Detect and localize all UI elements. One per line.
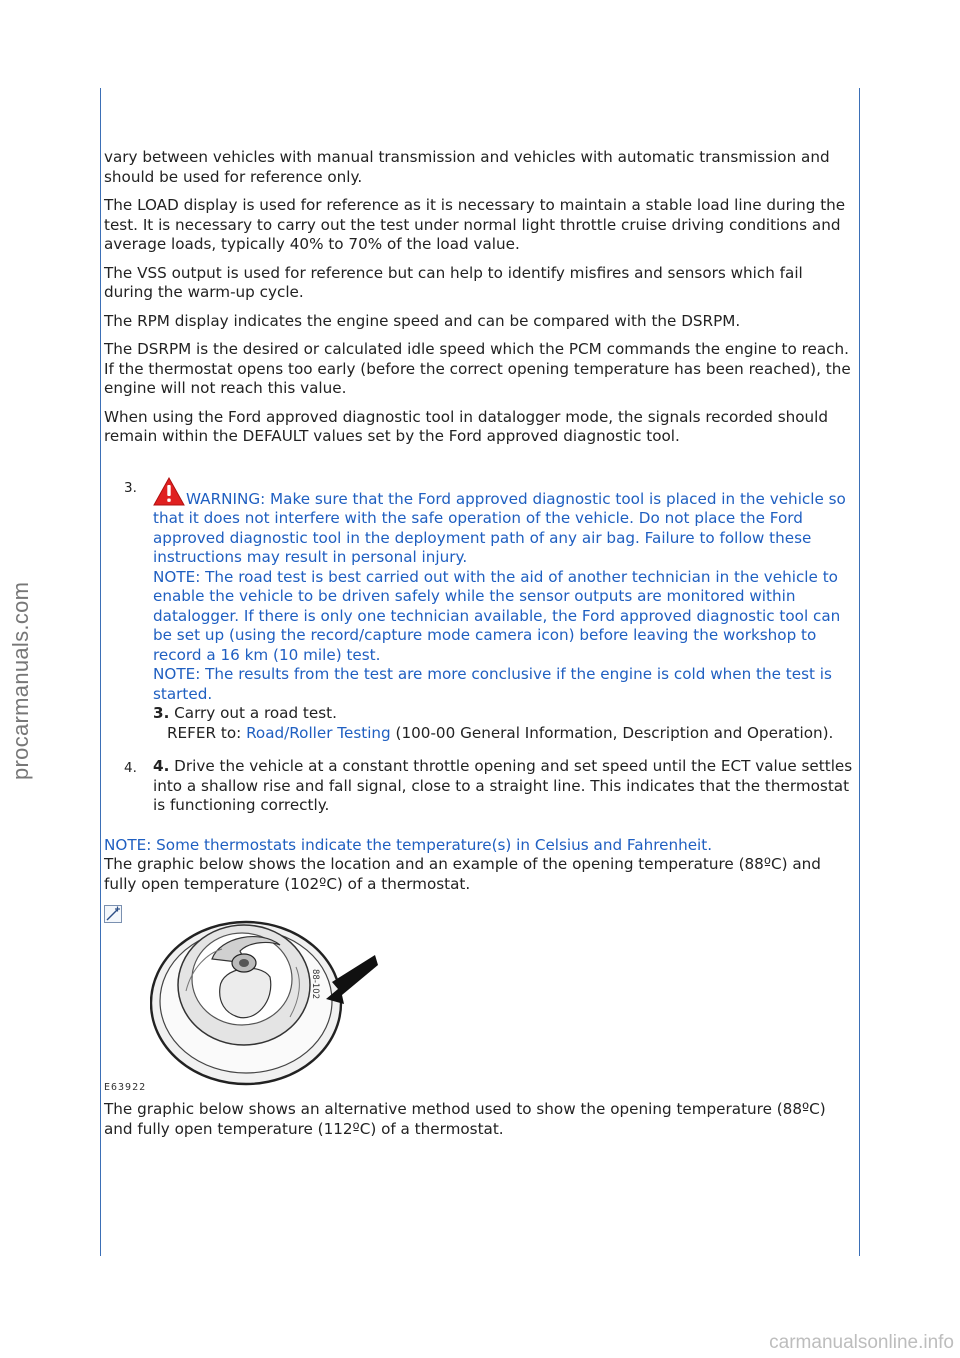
step-bold-number: 3.	[153, 704, 170, 722]
step-bold-number: 4.	[153, 757, 170, 775]
paragraph-dsrpm: The DSRPM is the desired or calculated idle speed which the PCM commands the engine to reach. If the thermostat opens too early (before the correct opening temperature has been reached), the engine will not reach this value.	[104, 340, 851, 397]
warning-text	[153, 477, 856, 568]
refer-suffix: (100-00 General Information, Description and Operation).	[390, 723, 834, 742]
figure-id: E63922	[104, 1082, 147, 1093]
document-body	[104, 148, 856, 1148]
step-4-text	[153, 757, 856, 816]
note-road-test: NOTE: The road test is best carried out with the aid of another technician in the vehicle to enable the vehicle to be driven safely while the sensor outputs are monitored within datalogger. If there is only one technician available, the Ford approved diagnostic tool can be set up (using the record/capture mode camera icon) before leaving the workshop to record a 16 km (10 mile) test.	[153, 567, 841, 664]
graphic-description-2: The graphic below shows an alternative method used to show the opening temperature (88ºC) and fully open temperature (112ºC) of a thermostat.	[104, 1100, 826, 1138]
warning-triangle-icon	[153, 477, 185, 506]
thermostat-figure	[104, 905, 856, 1100]
refer-prefix: REFER to:	[167, 723, 247, 742]
paragraph-datalogger: When using the Ford approved diagnostic tool in datalogger mode, the signals recorded should remain within the DEFAULT values set by the Ford approved diagnostic tool.	[104, 407, 829, 445]
step-4-body: Drive the vehicle at a constant throttle opening and set speed until the ECT value settles into a shallow rise and fall signal, close to a straight line. This indicates that the thermostat is functioning correctly.	[153, 757, 853, 814]
graphic-description-1: The graphic below shows the location and an example of the opening temperature (88ºC) and fully open temperature (102ºC) of a thermostat.	[104, 855, 821, 893]
paragraph-rpm: The RPM display indicates the engine speed and can be compared with the DSRPM.	[104, 311, 741, 330]
paragraph-intro: vary between vehicles with manual transmission and vehicles with automatic transmission and should be used for reference only.	[104, 148, 830, 186]
side-watermark: procarmanuals.com	[8, 581, 33, 780]
paragraph-vss: The VSS output is used for reference but can help to identify misfires and sensors which fail during the warm-up cycle.	[104, 263, 803, 301]
note-cold-engine: NOTE: The results from the test are more conclusive if the engine is cold when the test is started.	[153, 665, 832, 703]
step-3	[104, 477, 856, 744]
step-action-text: Carry out a road test.	[169, 704, 337, 722]
zoom-image-icon[interactable]	[104, 905, 122, 923]
paragraph-load: The LOAD display is used for reference as it is necessary to maintain a stable load line during the test. It is necessary to carry out the test under normal light throttle cruise driving conditions and average loads, typically 40% to 70% of the load value.	[104, 196, 846, 253]
left-margin-rule	[100, 88, 101, 1256]
step-4	[104, 757, 856, 816]
refer-line	[153, 724, 856, 744]
bottom-watermark: carmanualsonline.info	[769, 1332, 954, 1353]
note-temperatures: NOTE: Some thermostats indicate the temperature(s) in Celsius and Fahrenheit.	[104, 835, 713, 854]
thermostat-illustration	[150, 907, 390, 1087]
right-margin-rule	[859, 88, 860, 1256]
step-number: 4.	[124, 760, 137, 776]
procedure-steps	[104, 477, 856, 816]
road-roller-testing-link[interactable]: Road/Roller Testing	[246, 723, 391, 742]
step-number: 3.	[124, 479, 137, 496]
temperature-marking: 88-102	[310, 969, 320, 1000]
step-3-action	[153, 704, 856, 724]
warning-message: WARNING: Make sure that the Ford approved diagnostic tool is placed in the vehicle so that it does not interfere with the safe operation of the vehicle. Do not place the Ford approved diagnostic tool in the deployment path of any air bag. Failure to follow these instructions may result in personal injury.	[153, 489, 846, 566]
